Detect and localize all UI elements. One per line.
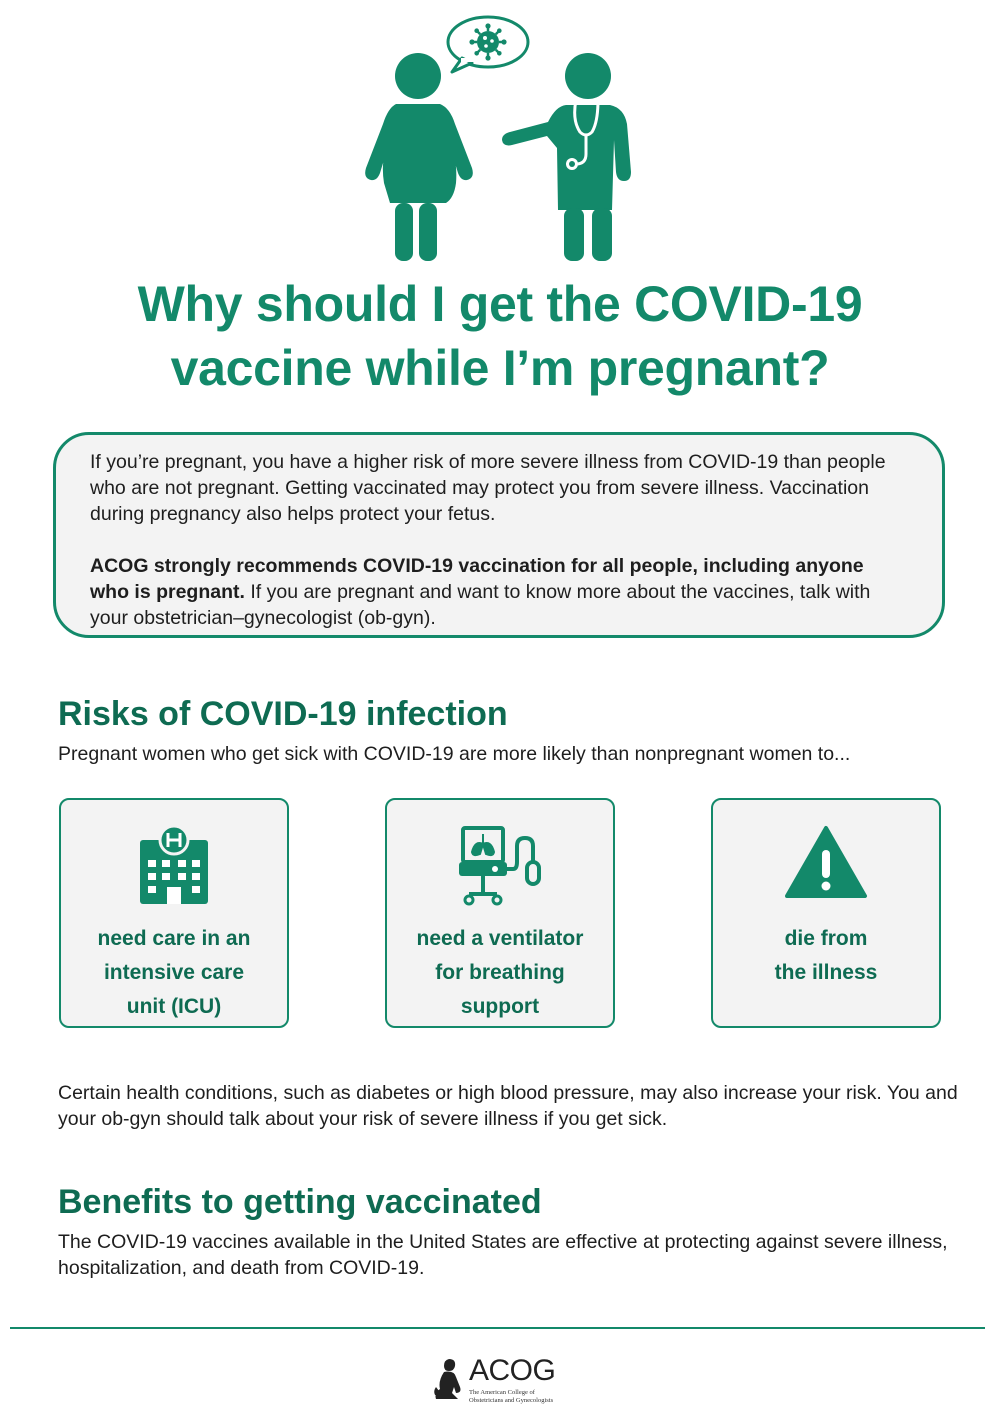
card-label-line: unit (ICU)	[126, 995, 222, 1018]
intro-box	[53, 432, 945, 638]
logo-sub-line: The American College of	[469, 1389, 535, 1396]
recommendation-rest-text: If you are pregnant and want to know more about the vaccines, talk with your obstetrician–gynecologist (ob-gyn).	[90, 581, 871, 629]
logo-sub-line: Obstetricians and Gynecologists	[469, 1396, 554, 1404]
risk-card-death-label	[721, 922, 931, 990]
card-label-line: for breathing	[435, 961, 565, 984]
acog-logo	[432, 1355, 572, 1407]
acog-emblem-icon	[432, 1357, 466, 1401]
risk-card-icu-label	[69, 922, 279, 1024]
card-label-line: need care in an	[97, 927, 251, 950]
risks-intro-text: Pregnant women who get sick with COVID-19 are more likely than nonpregnant women to...	[58, 743, 851, 765]
doctor-icon	[502, 53, 631, 261]
page-title	[60, 272, 940, 400]
card-label-line: the illness	[774, 961, 878, 984]
recommendation-bold-text: ACOG strongly recommends COVID-19 vaccination for all people, including anyone who is pregnant.	[90, 555, 864, 603]
intro-paragraph-1: If you’re pregnant, you have a higher risk of more severe illness from COVID-19 than people who are not pregnant. Getting vaccinated may protect you from severe illness. Vaccination during pregnancy also helps protect your fetus.	[90, 451, 886, 525]
benefits-heading: Benefits to getting vaccinated	[58, 1183, 542, 1221]
risks-heading: Risks of COVID-19 infection	[58, 695, 508, 733]
intro-paragraph-2	[90, 553, 908, 631]
risk-card-death	[711, 798, 941, 1028]
ventilator-icon	[455, 824, 545, 908]
footer-divider	[10, 1327, 985, 1329]
risk-card-ventilator-label	[395, 922, 605, 1024]
warning-icon	[784, 824, 868, 900]
risk-card-icu	[59, 798, 289, 1028]
card-label-line: need a ventilator	[416, 927, 584, 950]
risk-card-ventilator	[385, 798, 615, 1028]
risk-factors-note: Certain health conditions, such as diabetes or high blood pressure, may also increase your risk. You and your ob-gyn should talk about your risk of severe illness if you get sick.	[58, 1082, 958, 1130]
hospital-icon	[136, 824, 212, 908]
title-line-1: Why should I get the COVID-19	[137, 276, 863, 332]
card-label-line: support	[460, 995, 540, 1018]
pregnant-woman-icon	[365, 53, 473, 261]
benefits-text: The COVID-19 vaccines available in the United States are effective at protecting against severe illness, hospitalization, and death from COVID-19.	[58, 1231, 948, 1279]
acog-logo-name: ACOG	[469, 1354, 556, 1387]
hero-illustration	[340, 8, 660, 266]
title-line-2: vaccine while I’m pregnant?	[170, 340, 830, 396]
card-label-line: intensive care	[103, 961, 245, 984]
acog-logo-subtitle	[469, 1389, 579, 1404]
card-label-line: die from	[784, 927, 868, 950]
